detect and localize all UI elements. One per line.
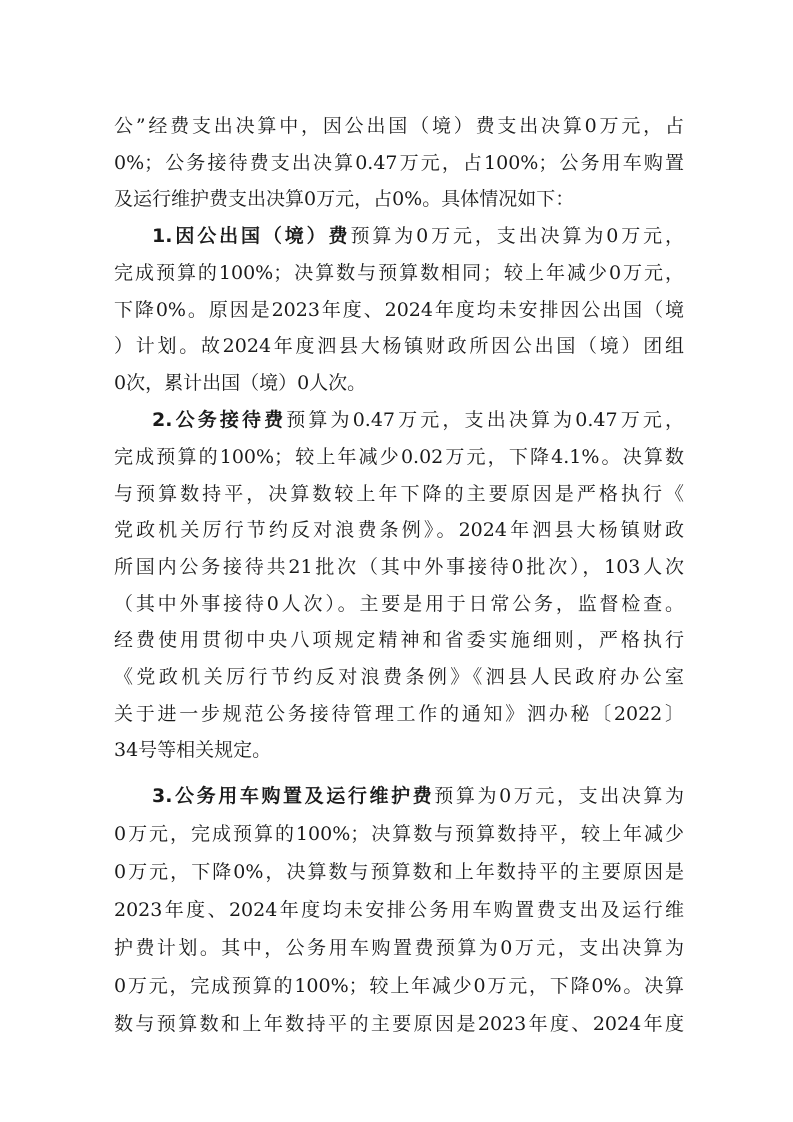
text-run: 预算为0万元，支出决算为0万元， <box>350 225 684 247</box>
text-line: （其中外事接待0人次）。主要是用于日常公务，监督检查。 <box>114 593 684 615</box>
paragraph-first-line <box>152 780 684 812</box>
text-line: 0%；公务接待费支出决算0.47万元，占100%；公务用车购置 <box>114 152 684 174</box>
section-heading: 1.因公出国（境）费 <box>152 225 351 247</box>
section-heading: 2.公务接待费 <box>152 409 287 431</box>
text-line: 0万元，完成预算的100%；决算数与预算数持平，较上年减少 <box>114 823 684 845</box>
text-line: ）计划。故2024年度泗县大杨镇财政所因公出国（境）团组 <box>114 335 684 357</box>
text-line: 2023年度、2024年度均未安排公务用车购置费支出及运行维 <box>114 899 684 921</box>
text-line: 所国内公务接待共21批次（其中外事接待0批次），103人次 <box>114 556 684 578</box>
text-line: 34号等相关规定。 <box>114 739 272 761</box>
text-line: 与预算数持平，决算数较上年下降的主要原因是严格执行《 <box>114 483 684 505</box>
text-run: 预算为0.47万元，支出决算为0.47万元， <box>286 409 684 431</box>
section-heading: 3.公务用车购置及运行维护费 <box>152 785 435 807</box>
text-line: 下降0%。原因是2023年度、2024年度均未安排因公出国（境 <box>114 299 684 321</box>
paragraph-first-line <box>152 404 684 436</box>
text-line: 《党政机关厉行节约反对浪费条例》《泗县人民政府办公室 <box>114 666 684 688</box>
text-line: 党政机关厉行节约反对浪费条例》。2024年泗县大杨镇财政 <box>114 519 684 541</box>
text-line: 数与预算数和上年数持平的主要原因是2023年度、2024年度 <box>114 1013 684 1035</box>
text-line: 关于进一步规范公务接待管理工作的通知》泗办秘〔2022〕 <box>114 703 684 725</box>
text-line: 0万元，完成预算的100%；较上年减少0万元，下降0%。决算 <box>114 975 684 997</box>
text-line: 护费计划。其中，公务用车购置费预算为0万元，支出决算为 <box>114 937 684 959</box>
text-line: 经费使用贯彻中央八项规定精神和省委实施细则，严格执行 <box>114 629 684 651</box>
paragraph-first-line <box>152 220 684 252</box>
text-line: 完成预算的100%；较上年减少0.02万元，下降4.1%。决算数 <box>114 446 684 468</box>
text-line: 0万元，下降0%，决算数与预算数和上年数持平的主要原因是 <box>114 861 684 883</box>
text-line: 公”经费支出决算中，因公出国（境）费支出决算0万元，占 <box>114 115 684 137</box>
text-line: 完成预算的100%；决算数与预算数相同；较上年减少0万元， <box>114 262 684 284</box>
text-run: 预算为0万元，支出决算为 <box>434 785 684 807</box>
text-line: 及运行维护费支出决算0万元，占0%。具体情况如下： <box>114 188 575 210</box>
text-line: 0次，累计出国（境）0人次。 <box>114 372 367 394</box>
